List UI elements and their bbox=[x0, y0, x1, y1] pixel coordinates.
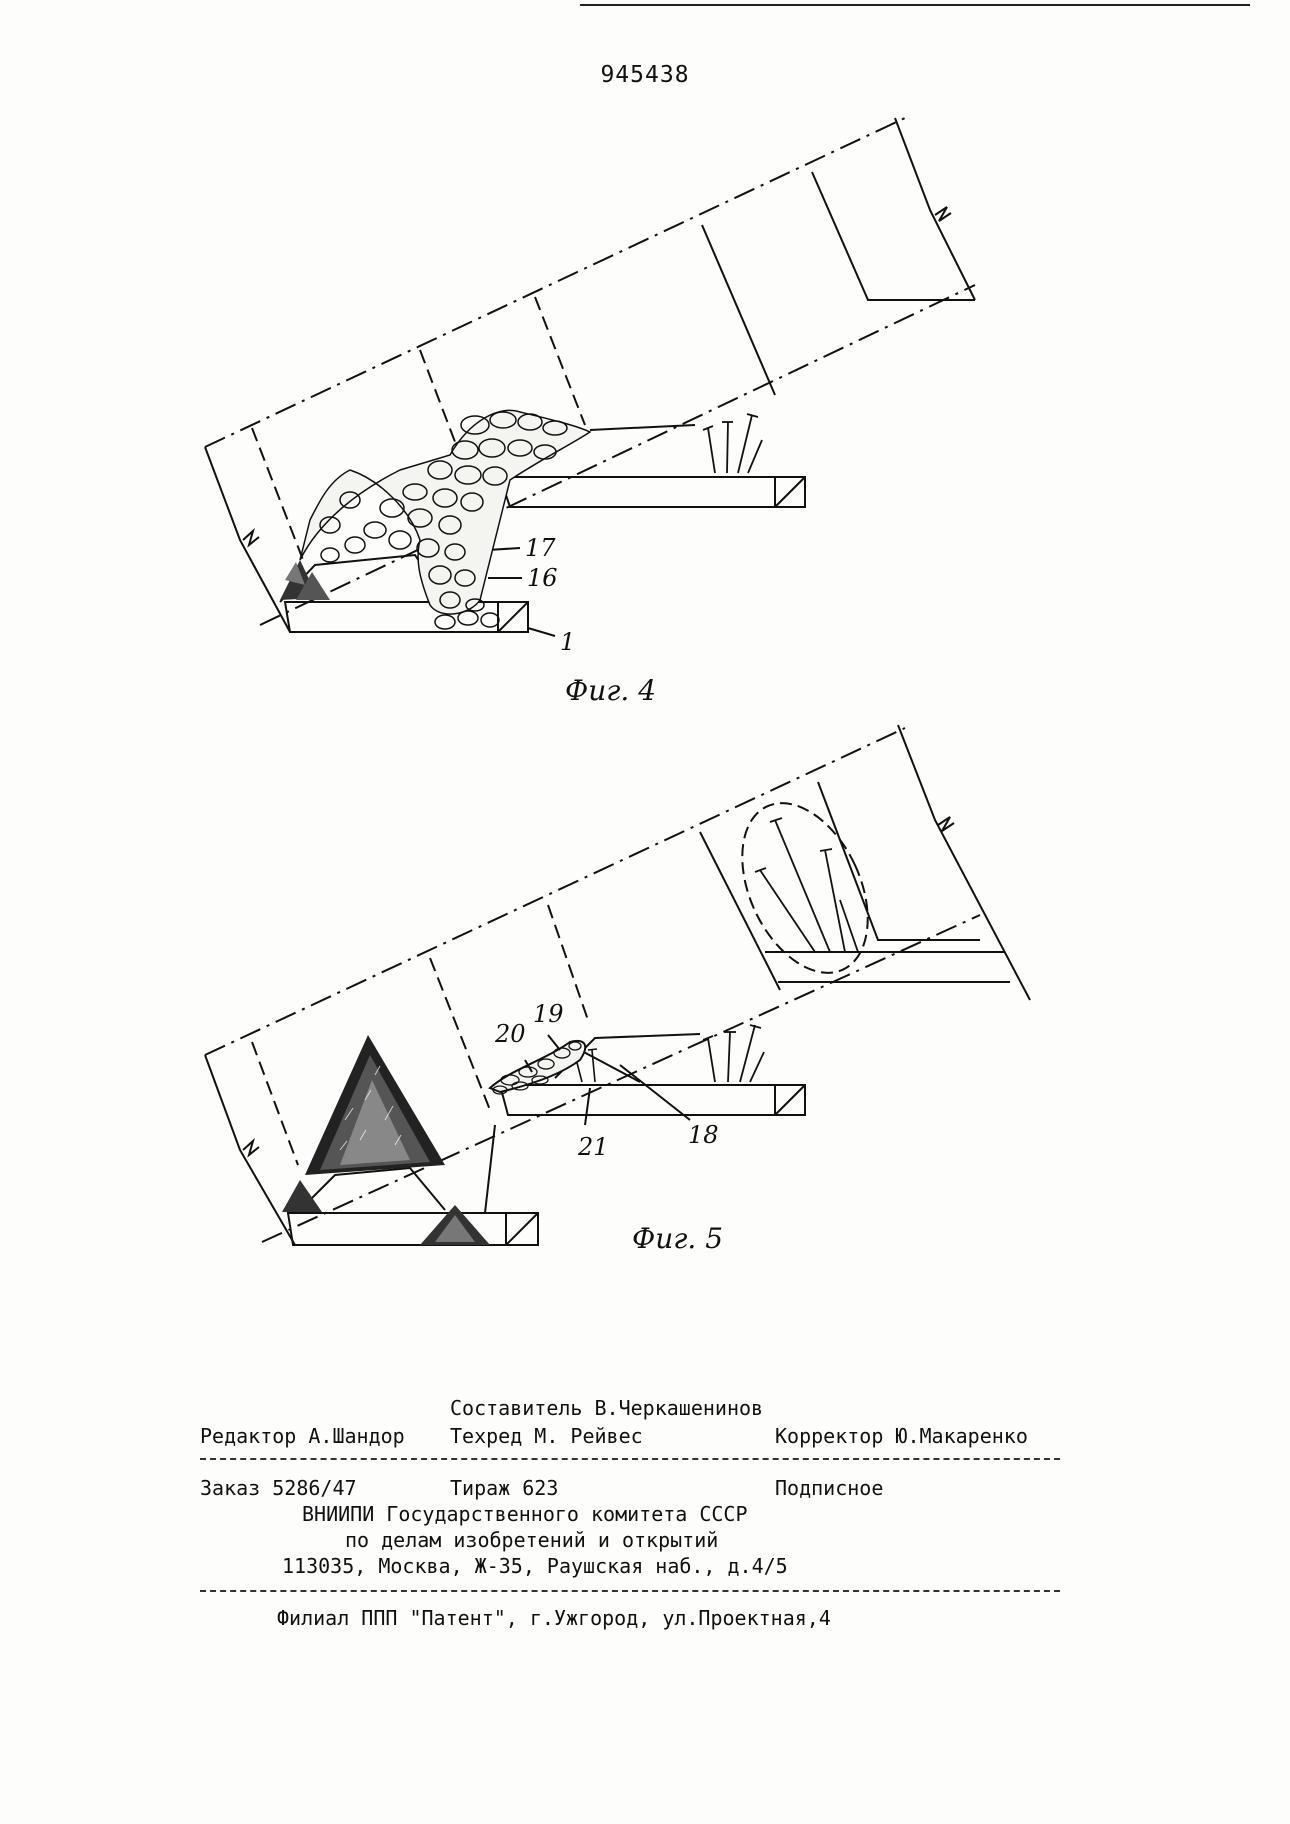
figure-5-label-20: 20 bbox=[495, 1020, 526, 1048]
imprint-circulation: Тираж 623 bbox=[450, 1476, 559, 1500]
patent-number: 945438 bbox=[600, 62, 690, 88]
figure-5-label-18: 18 bbox=[688, 1121, 719, 1149]
imprint-divider-top bbox=[200, 1458, 1060, 1460]
imprint-order: Заказ 5286/47 bbox=[200, 1476, 357, 1500]
imprint-compiler: Составитель В.Черкашенинов bbox=[450, 1396, 764, 1420]
figure-4 bbox=[0, 0, 1290, 720]
imprint-org-line1: ВНИИПИ Государственного комитета СССР bbox=[302, 1502, 748, 1526]
imprint-divider-bottom bbox=[200, 1590, 1060, 1592]
figure-5-label-19: 19 bbox=[533, 1000, 564, 1028]
figure-5-caption: Фиг. 5 bbox=[632, 1222, 724, 1255]
figure-4-label-17: 17 bbox=[525, 534, 556, 562]
figure-5-label-21: 21 bbox=[578, 1133, 609, 1161]
figure-4-label-16: 16 bbox=[527, 564, 558, 592]
figure-4-caption: Фиг. 4 bbox=[565, 674, 657, 707]
imprint-branch: Филиал ППП "Патент", г.Ужгород, ул.Проектная,4 bbox=[277, 1606, 831, 1630]
figure-5 bbox=[0, 720, 1290, 1280]
imprint-techred: Техред М. Рейвес bbox=[450, 1424, 643, 1448]
imprint-subscription: Подписное bbox=[775, 1476, 884, 1500]
imprint-org-address: 113035, Москва, Ж-35, Раушская наб., д.4/5 bbox=[282, 1554, 788, 1578]
imprint-editor: Редактор А.Шандор bbox=[200, 1424, 405, 1448]
figure-4-label-1: 1 bbox=[560, 628, 576, 656]
imprint-corrector: Корректор Ю.Макаренко bbox=[775, 1424, 1028, 1448]
imprint-org-line2: по делам изобретений и открытий bbox=[345, 1528, 719, 1552]
